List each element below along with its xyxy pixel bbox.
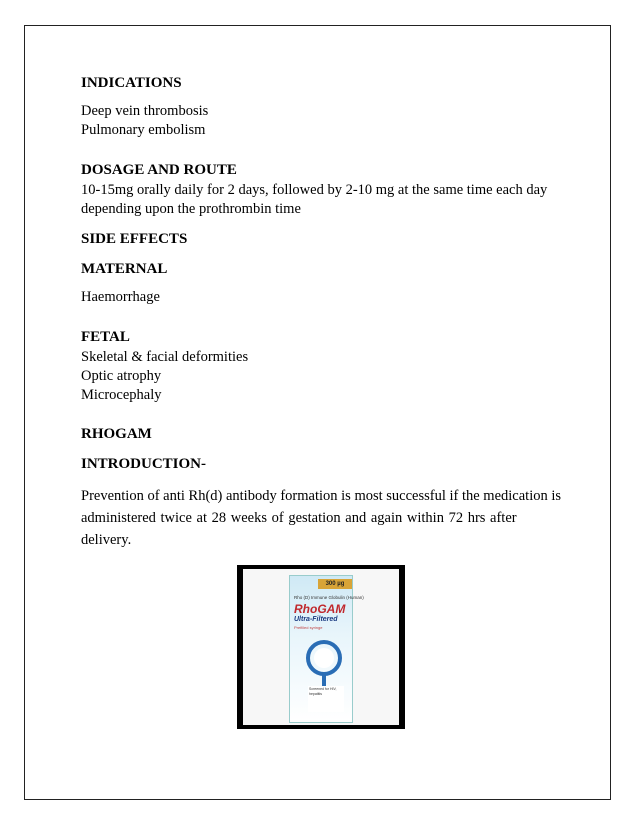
dose-label: 300 µg	[318, 579, 352, 589]
dosage-line: depending upon the prothrombin time	[81, 201, 301, 217]
indications-heading: INDICATIONS	[81, 75, 182, 91]
photo-background	[243, 569, 399, 725]
rhogam-heading: RHOGAM	[81, 426, 152, 442]
product-tagline: Prefilled syringe	[294, 625, 323, 630]
maternal-heading: MATERNAL	[81, 261, 168, 277]
introduction-line: Prevention of anti Rh(d) antibody formation is most successful if the medication is	[81, 488, 562, 504]
side-effects-heading: SIDE EFFECTS	[81, 231, 188, 247]
introduction-paragraph	[81, 485, 571, 551]
fetal-item: Microcephaly	[81, 387, 162, 403]
maternal-item: Haemorrhage	[81, 289, 160, 305]
product-photo	[237, 565, 405, 729]
introduction-heading: INTRODUCTION-	[81, 456, 207, 472]
fetal-item: Optic atrophy	[81, 368, 162, 384]
fetal-item: Skeletal & facial deformities	[81, 349, 249, 365]
dosage-heading: DOSAGE AND ROUTE	[81, 162, 237, 178]
product-brand: RhoGAM	[294, 602, 346, 616]
fetal-heading: FETAL	[81, 329, 130, 345]
product-variant: Ultra-Filtered	[294, 616, 338, 623]
product-note: Screened for HIV, hepatitis	[308, 686, 344, 712]
rhogam-package	[289, 575, 364, 723]
introduction-line: administered twice at 28 weeks of gestation and again within 72 hrs after delivery.	[81, 510, 517, 548]
dosage-line: 10-15mg orally daily for 2 days, followed by 2-10 mg at the same time each day	[81, 182, 548, 198]
product-subtitle: Rho (D) Immune Globulin (Human)	[294, 595, 364, 600]
indication-item: Pulmonary embolism	[81, 122, 206, 138]
indication-item: Deep vein thrombosis	[81, 103, 209, 119]
